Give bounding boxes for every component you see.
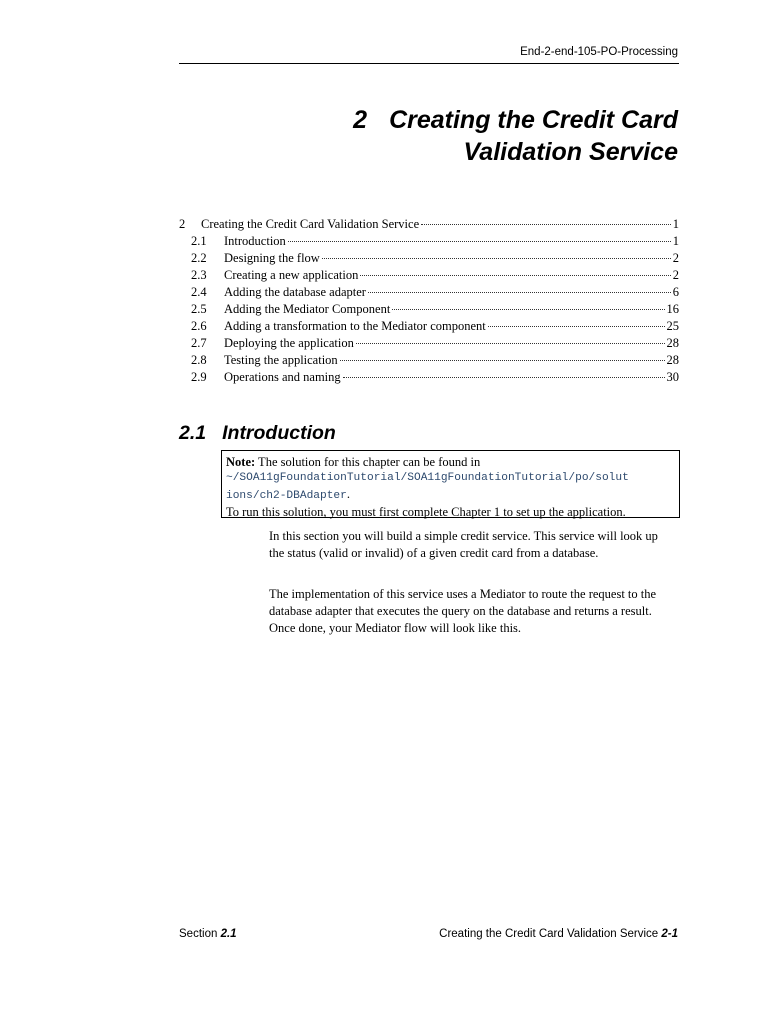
note-path-line2 <box>226 486 675 504</box>
toc-dot-leader <box>368 292 671 293</box>
toc-entry[interactable] <box>179 335 679 352</box>
toc-entry-title: Creating the Credit Card Validation Service <box>201 217 420 231</box>
toc-entry[interactable] <box>179 301 679 318</box>
toc-entry-title: Adding a transformation to the Mediator component <box>224 319 486 333</box>
toc-entry-number: 2.7 <box>191 336 207 350</box>
toc-entry[interactable] <box>179 267 679 284</box>
note-path-end: . <box>346 487 350 501</box>
toc-dot-leader <box>340 360 665 361</box>
footer-section-label: Section <box>179 928 221 940</box>
toc-entry-page: 1 <box>672 217 679 231</box>
chapter-title-text1: Creating the Credit Card <box>389 106 678 134</box>
section-number: 2.1 <box>179 422 207 444</box>
toc-entry-page: 6 <box>672 285 679 299</box>
toc-entry-page: 16 <box>666 302 679 316</box>
note-line1 <box>226 454 675 470</box>
toc-entry-page: 30 <box>666 370 679 384</box>
toc-entry[interactable] <box>179 233 679 250</box>
toc-dot-leader <box>288 241 671 242</box>
toc-dot-leader <box>343 377 665 378</box>
footer-section-number: 2.1 <box>220 928 237 940</box>
section-heading <box>179 422 336 445</box>
footer-page <box>439 928 678 940</box>
toc-entry-title: Adding the Mediator Component <box>224 302 391 316</box>
toc-entry[interactable] <box>179 369 679 386</box>
toc-entry-page: 28 <box>666 336 679 350</box>
note-path-line2-text: ions/ch2-DBAdapter <box>226 490 347 502</box>
toc-entry-title: Introduction <box>224 234 286 248</box>
footer-section <box>179 928 237 940</box>
toc-entry-number: 2 <box>179 217 186 231</box>
toc-dot-leader <box>488 326 665 327</box>
note-text2: To run this solution, you must first complete Chapter 1 to set up the application. <box>226 505 626 519</box>
note-box <box>221 450 680 518</box>
toc-entry-number: 2.8 <box>191 353 207 367</box>
note-text: The solution for this chapter can be found in <box>255 455 481 469</box>
note-path-line1: ~/SOA11gFoundationTutorial/SOA11gFoundationTutorial/po/solut <box>226 472 629 484</box>
footer-page-number: 2-1 <box>661 928 678 940</box>
toc-entry[interactable] <box>179 352 679 369</box>
chapter-title <box>353 104 678 168</box>
chapter-number: 2 <box>353 106 368 134</box>
toc-entry-title: Deploying the application <box>224 336 354 350</box>
toc-entry-title: Creating a new application <box>224 268 359 282</box>
toc-dot-leader <box>322 258 671 259</box>
toc-entry-number: 2.1 <box>191 234 207 248</box>
toc-entry[interactable] <box>179 216 679 233</box>
section-title: Introduction <box>222 422 336 444</box>
toc-dot-leader <box>421 224 671 225</box>
footer-chapter-title: Creating the Credit Card Validation Service <box>439 928 662 940</box>
running-header: End-2-end-105-PO-Processing <box>520 46 678 58</box>
toc-entry-title: Designing the flow <box>224 251 320 265</box>
toc-entry-number: 2.5 <box>191 302 207 316</box>
toc-entry-page: 2 <box>672 268 679 282</box>
table-of-contents <box>179 216 679 386</box>
toc-entry[interactable] <box>179 318 679 335</box>
toc-entry-page: 28 <box>666 353 679 367</box>
toc-dot-leader <box>392 309 664 310</box>
toc-entry-number: 2.4 <box>191 285 207 299</box>
toc-entry-number: 2.9 <box>191 370 207 384</box>
toc-dot-leader <box>360 275 670 276</box>
intro-paragraph-1: In this section you will build a simple credit service. This service will look up the status (valid or invalid) of a given credit card from a database. <box>269 529 658 560</box>
toc-entry-title: Adding the database adapter <box>224 285 366 299</box>
toc-entry-page: 25 <box>666 319 679 333</box>
toc-entry-title: Operations and naming <box>224 370 341 384</box>
toc-entry-number: 2.3 <box>191 268 207 282</box>
toc-entry-title: Testing the application <box>224 353 338 367</box>
chapter-title-line2: Validation Service <box>463 138 678 166</box>
toc-entry-page: 1 <box>672 234 679 248</box>
toc-entry-number: 2.2 <box>191 251 207 265</box>
toc-entry[interactable] <box>179 284 679 301</box>
intro-paragraph-2: The implementation of this service uses a Mediator to route the request to the database adapter that executes the query on the database and returns a result. Once done, your Mediator flow will look like this. <box>269 587 657 635</box>
toc-entry[interactable] <box>179 250 679 267</box>
header-rule <box>179 63 679 64</box>
toc-dot-leader <box>356 343 665 344</box>
note-label: Note: <box>226 455 256 469</box>
toc-entry-number: 2.6 <box>191 319 207 333</box>
toc-entry-page: 2 <box>672 251 679 265</box>
chapter-title-line1 <box>353 104 678 136</box>
